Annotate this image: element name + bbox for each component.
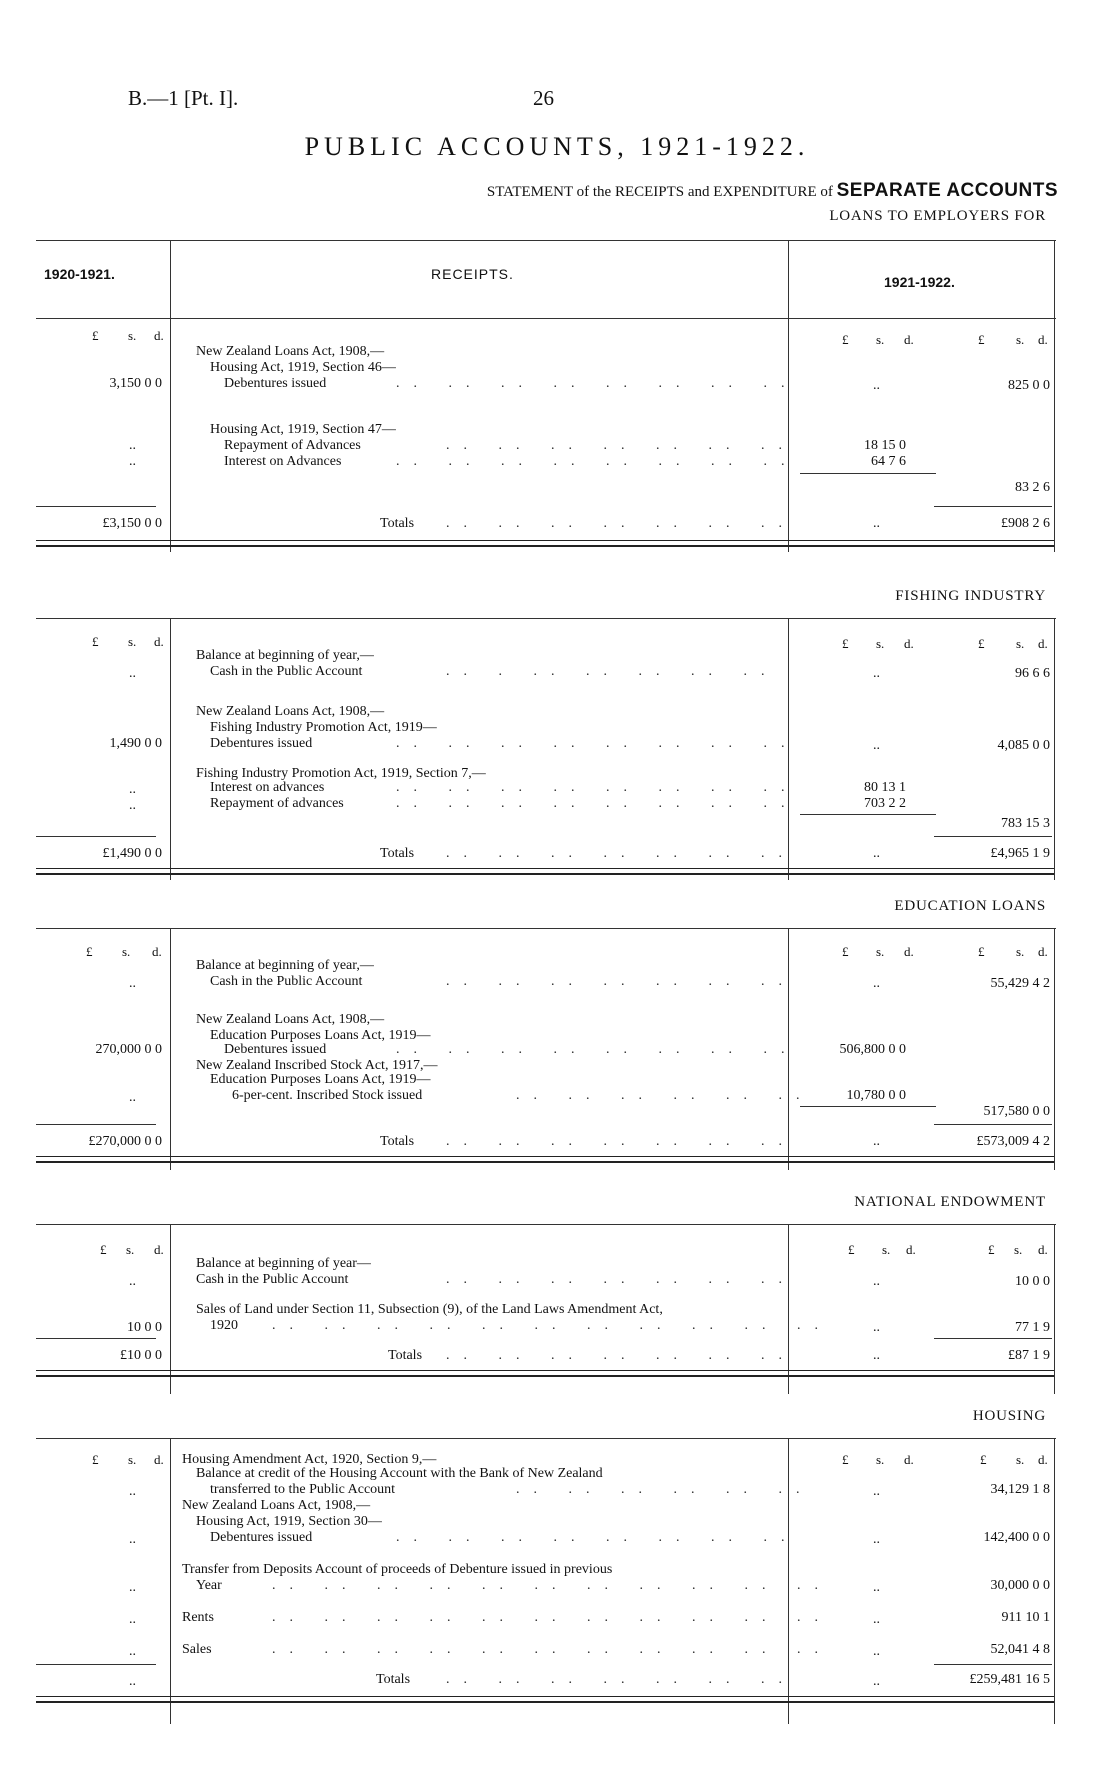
prev-value: 1,490 0 0	[109, 736, 162, 751]
totals-label: Totals	[380, 516, 415, 531]
statement-prefix: STATEMENT of the RECEIPTS and EXPENDITURE of	[486, 184, 833, 200]
grand-total: £4,965 1 9	[990, 846, 1050, 861]
section-title-fishing: FISHING INDUSTRY	[895, 588, 1046, 604]
total-value: 10 0 0	[1015, 1274, 1050, 1289]
ditto: ..	[129, 1612, 136, 1627]
grand-total: £87 1 9	[1008, 1348, 1050, 1363]
ditto: ..	[129, 438, 136, 453]
section-employers: 1920-1921. RECEIPTS. 1921-1922. £ s. d. £ s. d. £ s. d. New Zealand Loans Act, 1908,— Housing Act, 1919, Section 46— Debentures issued .. .. .. .. .. .. .. .. 3,150 0 0 .. 825 0 0 Housing Act, 1919, Section 47— Repayment of Advances Interest on Advances .. .. .. .. .. .. .. .. .. .. .. .. .. .. .. .. .. 18 15 0 64 7 6 83 2 6 £3,150 0 0 Totals .. .. .. .. .. .. .. .. £908 2 6	[36, 240, 1056, 552]
ditto: ..	[873, 1320, 880, 1335]
grand-total: £573,009 4 2	[976, 1134, 1050, 1149]
page-number: 26	[533, 86, 554, 110]
line-text: Housing Amendment Act, 1920, Section 9,—	[182, 1452, 437, 1467]
prev-total: £10 0 0	[120, 1348, 162, 1363]
line-text: 1920	[210, 1318, 238, 1333]
item-value: 506,800 0 0	[839, 1042, 906, 1057]
total-value: 52,041 4 8	[990, 1642, 1050, 1657]
prev-value: 10 0 0	[127, 1320, 162, 1335]
line-text: Repayment of advances	[210, 796, 344, 811]
totals-label: Totals	[380, 1134, 415, 1149]
line-text: Cash in the Public Account	[196, 1272, 349, 1287]
ditto: ..	[873, 1674, 880, 1689]
column-header-1921-1922: 1921-1922.	[884, 274, 955, 290]
line-text: Debentures issued	[224, 376, 327, 391]
total-value: 142,400 0 0	[983, 1530, 1050, 1545]
ditto: ..	[873, 666, 880, 681]
line-text: New Zealand Loans Act, 1908,—	[196, 1012, 385, 1027]
ditto: ..	[129, 1644, 136, 1659]
total-value: 825 0 0	[1008, 378, 1050, 393]
line-text: Rents	[182, 1610, 214, 1625]
line-text: Balance at beginning of year—	[196, 1256, 371, 1271]
line-text: Housing Act, 1919, Section 46—	[210, 360, 396, 375]
prev-total: £1,490 0 0	[102, 846, 162, 861]
ditto: ..	[129, 976, 136, 991]
ditto: ..	[873, 1580, 880, 1595]
line-text: Balance at beginning of year,—	[196, 648, 374, 663]
line-text: Education Purposes Loans Act, 1919—	[210, 1028, 431, 1043]
ditto: ..	[873, 976, 880, 991]
ditto: ..	[873, 738, 880, 753]
item-value: 10,780 0 0	[846, 1088, 906, 1103]
section-fishing: £ s. d. £ s. d. £ s. d. Balance at beginning of year,— Cash in the Public Account .. . .. .. .. .. .. .. .. 96 6 6 New Zealand Loans Act, 1908,— Fishing Industry Promotion Act, 1919— Debentures issued .. .. .. .. .. .. .. .. 1,490 0 0 .. 4,085 0 0 Fishing Industry Promotion Act, 1919, Section 7,— Interest on advances Repayment of advances .. .. .. .. .. .. .. .. .. .. .. .. .. .. .. .. .. .. 80 13 1 703 2 2 783 15 3 £1,490 0 0 Totals .. .. .. .. .. .. .. .. £4,965 1 9	[36, 618, 1056, 880]
line-text: New Zealand Inscribed Stock Act, 1917,—	[196, 1058, 438, 1073]
section-title-national: NATIONAL ENDOWMENT	[854, 1194, 1046, 1210]
ditto: ..	[873, 1612, 880, 1627]
line-text: Sales of Land under Section 11, Subsection (9), of the Land Laws Amendment Act,	[196, 1302, 663, 1317]
item-value: 80 13 1	[864, 780, 906, 795]
total-value: 517,580 0 0	[983, 1104, 1050, 1119]
total-value: 911 10 1	[1001, 1610, 1050, 1625]
page-title: PUBLIC ACCOUNTS, 1921-1922.	[304, 132, 810, 161]
prev-total: £270,000 0 0	[88, 1134, 162, 1149]
ditto: ..	[129, 1090, 136, 1105]
ditto: ..	[873, 1134, 880, 1149]
ditto: ..	[129, 1274, 136, 1289]
line-text: New Zealand Loans Act, 1908,—	[196, 704, 385, 719]
statement-bold: SEPARATE ACCOUNTS	[836, 180, 1058, 201]
total-value: 77 1 9	[1015, 1320, 1050, 1335]
line-text: Balance at credit of the Housing Account with the Bank of New Zealand	[196, 1466, 603, 1481]
ditto: ..	[129, 1532, 136, 1547]
item-value: 703 2 2	[864, 796, 906, 811]
line-text: New Zealand Loans Act, 1908,—	[182, 1498, 371, 1513]
ditto: ..	[129, 1484, 136, 1499]
line-text: Debentures issued	[224, 1042, 327, 1057]
prev-value: 270,000 0 0	[95, 1042, 162, 1057]
total-value: 783 15 3	[1001, 816, 1050, 831]
line-text: Interest on advances	[210, 780, 325, 795]
section-title-housing: HOUSING	[972, 1408, 1046, 1424]
item-value: 64 7 6	[871, 454, 906, 469]
section-national: £ s. d. £ s. d. £ s. d. Balance at beginning of year— Cash in the Public Account .. .. .. .. .. .. .. .. .. 10 0 0 Sales of Land under Section 11, Subsection (9), of the Land Laws Amendment Act, 1920 .. .. .. .. .. .. .. .. .. .. .. 10 0 0 .. 77 1 9 £10 0 0 Totals .. .. .. .. .. .. .. .. £87 1 9	[36, 1224, 1056, 1394]
section-housing: £ s. d. £ s. d. £ s. d. Housing Amendment Act, 1920, Section 9,— Balance at credit of the Housing Account with the Bank of New Zealand transferred to the Public Account .. .. .. .. .. .. .. .. 34,129 1 8 New Zealand Loans Act, 1908,— Housing Act, 1919, Section 30— Debentures issued .. .. .. .. .. .. .. .. .. .. 142,400 0 0 Transfer from Deposits Account of proceeds of Debenture issued in previous Year .. .. .. .. .. .. .. .. .. .. .. .. .. 30,000 0 0 Rents .. .. .. .. .. .. .. .. .. .. .. .. .. 911 10 1 Sales .. .. .. .. .. .. .. .. .. .. .. .. .. 52,041 4 8 .. Totals .. .. .. .. .. .. .. .. £259,481 16 5	[36, 1438, 1056, 1724]
totals-label: Totals	[376, 1672, 411, 1687]
line-text: Housing Act, 1919, Section 30—	[196, 1514, 382, 1529]
ditto: ..	[873, 1348, 880, 1363]
line-text: Interest on Advances	[224, 454, 342, 469]
ditto: ..	[129, 454, 136, 469]
totals-label: Totals	[388, 1348, 423, 1363]
total-value: 4,085 0 0	[997, 738, 1050, 753]
line-text: Balance at beginning of year,—	[196, 958, 374, 973]
ditto: ..	[873, 516, 880, 531]
total-value: 34,129 1 8	[990, 1482, 1050, 1497]
line-text: Cash in the Public Account	[210, 664, 363, 679]
line-text: Housing Act, 1919, Section 47—	[210, 422, 396, 437]
statement-heading	[487, 180, 1058, 202]
total-value: 55,429 4 2	[990, 976, 1050, 991]
line-text: Sales	[182, 1642, 212, 1657]
item-value: 18 15 0	[864, 438, 906, 453]
ditto: ..	[129, 798, 136, 813]
prev-value: 3,150 0 0	[109, 376, 162, 391]
line-text: Debentures issued	[210, 1530, 313, 1545]
ditto: ..	[873, 1274, 880, 1289]
total-value: 96 6 6	[1015, 666, 1050, 681]
line-text: New Zealand Loans Act, 1908,—	[196, 344, 385, 359]
section-title-education: EDUCATION LOANS	[894, 898, 1046, 914]
line-text: Repayment of Advances	[224, 438, 361, 453]
ditto: ..	[129, 1674, 136, 1689]
line-text: Debentures issued	[210, 736, 313, 751]
grand-total: £908 2 6	[1001, 516, 1050, 531]
totals-label: Totals	[380, 846, 415, 861]
line-text: Year	[196, 1578, 222, 1593]
column-header-receipts: RECEIPTS.	[431, 266, 514, 282]
prev-total: £3,150 0 0	[102, 516, 162, 531]
ditto: ..	[873, 1532, 880, 1547]
grand-total: £259,481 16 5	[969, 1672, 1050, 1687]
line-text: Fishing Industry Promotion Act, 1919—	[210, 720, 437, 735]
ditto: ..	[873, 846, 880, 861]
page-code: B.—1 [Pt. I].	[128, 86, 239, 110]
total-value: 83 2 6	[1015, 480, 1050, 495]
ditto: ..	[873, 1644, 880, 1659]
ditto: ..	[873, 1484, 880, 1499]
line-text: transferred to the Public Account	[210, 1482, 396, 1497]
ditto: ..	[873, 378, 880, 393]
line-text: Education Purposes Loans Act, 1919—	[210, 1072, 431, 1087]
section-education: £ s. d. £ s. d. £ s. d. Balance at beginning of year,— Cash in the Public Account .. .. .. .. .. .. .. .. .. 55,429 4 2 New Zealand Loans Act, 1908,— Education Purposes Loans Act, 1919— Debentures issued .. .. .. .. .. .. .. .. 270,000 0 0 506,800 0 0 New Zealand Inscribed Stock Act, 1917,— Education Purposes Loans Act, 1919— 6-per-cent. Inscribed Stock issued .. .. .. .. .. .. .. 10,780 0 0 517,580 0 0 £270,000 0 0 Totals .. .. .. .. .. .. .. .. £573,009 4 2	[36, 928, 1056, 1170]
line-text: Fishing Industry Promotion Act, 1919, Section 7,—	[196, 766, 486, 781]
section-title-employers: LOANS TO EMPLOYERS FOR	[829, 208, 1046, 224]
ditto: ..	[129, 782, 136, 797]
line-text: Cash in the Public Account	[210, 974, 363, 989]
column-header-1920-1921: 1920-1921.	[44, 266, 115, 282]
ditto: ..	[129, 1580, 136, 1595]
total-value: 30,000 0 0	[990, 1578, 1050, 1593]
ditto: ..	[129, 666, 136, 681]
line-text: 6-per-cent. Inscribed Stock issued	[232, 1088, 423, 1103]
line-text: Transfer from Deposits Account of proceeds of Debenture issued in previous	[182, 1562, 613, 1577]
